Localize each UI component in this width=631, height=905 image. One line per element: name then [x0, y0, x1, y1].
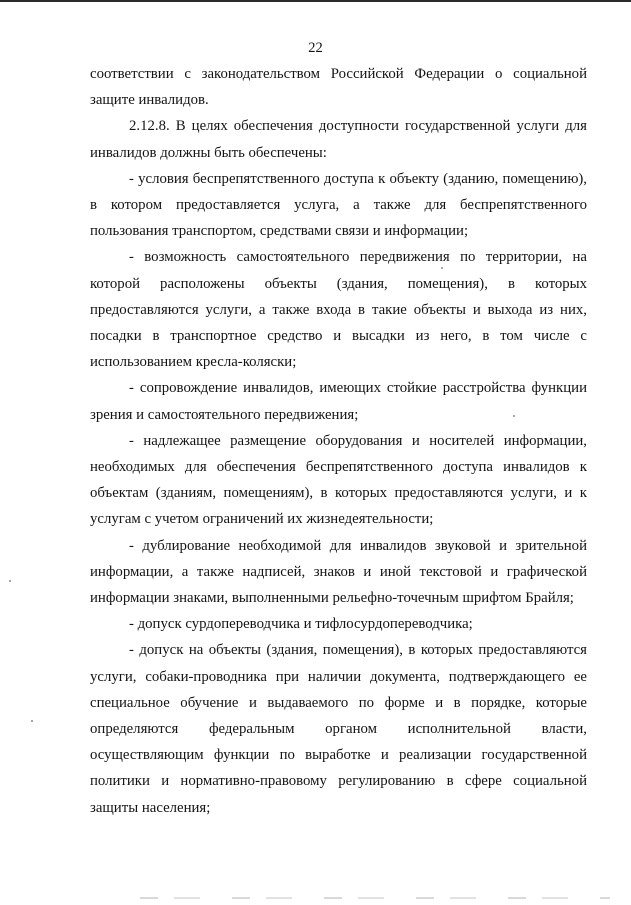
bottom-scan-noise: [140, 897, 610, 899]
paragraph-clause-2-12-8: 2.12.8. В целях обеспечения доступности государственной услуги для инвалидов должны быть обеспечены:: [90, 118, 587, 161]
page-number: 22: [308, 40, 323, 56]
list-item-equipment-placement: - надлежащее размещение оборудования и носителей информации, необходимых для обеспечения беспрепятственного доступа инвалидов к объектам (зданиям, помещениям), в которых предоставляются услуги, и к услугам с учетом ограничений их жизнедеятельности;: [90, 432, 587, 528]
document-body: [90, 61, 587, 821]
paragraph-continuation: соответствии с законодательством Российской Федерации о социальной защите инвалидов.: [90, 66, 587, 109]
list-item-access-conditions: - условия беспрепятственного доступа к объекту (зданию, помещению), в котором предоставляется услуга, а также для беспрепятственного пользования транспортом, средствами связи и информации;: [90, 170, 587, 240]
list-item-information-duplication: - дублирование необходимой для инвалидов звуковой и зрительной информации, а также надписей, знаков и иной текстовой и графической информации знаками, выполненными рельефно-точечным шрифтом Брайля;: [90, 537, 587, 607]
scan-speck: [513, 415, 515, 417]
list-item-guide-dog-admission: - допуск на объекты (здания, помещения), в которых предоставляются услуги, собаки-проводника при наличии документа, подтверждающего ее специальное обучение и выдаваемого по форме и в порядке, которые определяются федеральным органом исполнительной власти, осуществляющим функции по выработке и реализации государственной политики и нормативно-правовому регулированию в сфере социальной защиты населения;: [90, 642, 587, 816]
list-item-escort: - сопровождение инвалидов, имеющих стойкие расстройства функции зрения и самостоятельного передвижения;: [90, 380, 587, 423]
scan-speck: [9, 580, 11, 582]
scan-speck: [441, 267, 443, 269]
list-item-independent-movement: - возможность самостоятельного передвижения по территории, на которой расположены объекты (здания, помещения), в которых предоставляются услуги, а также входа в такие объекты и выхода из них, посадки в транспортное средство и высадки из него, в том числе с использованием кресла-коляски;: [90, 249, 587, 371]
scan-speck: [31, 720, 33, 722]
list-item-interpreter-admission: - допуск сурдопереводчика и тифлосурдопереводчика;: [129, 616, 473, 633]
top-edge-rule: [0, 0, 631, 2]
